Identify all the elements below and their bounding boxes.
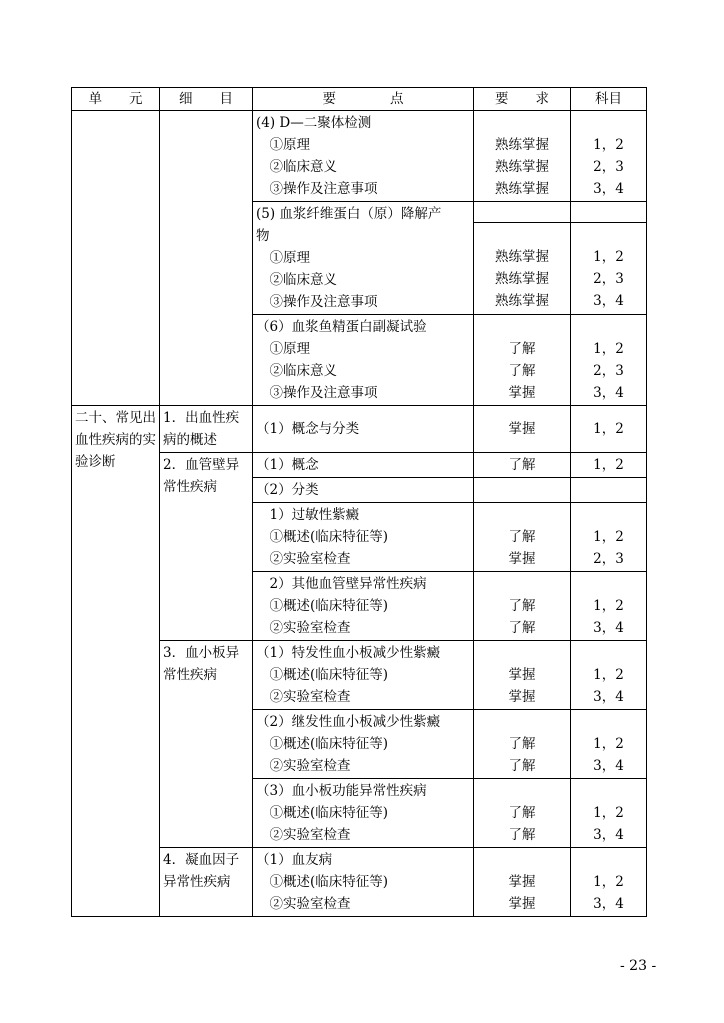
point-line: ①概述(临床特征等) xyxy=(256,805,389,821)
point-cell xyxy=(253,848,474,917)
subj-line xyxy=(574,504,643,526)
subj-line xyxy=(574,573,643,595)
req-line xyxy=(477,780,567,802)
req-line xyxy=(477,316,567,338)
subject-cell xyxy=(571,572,647,641)
req-line: 了解 xyxy=(508,341,536,357)
subject-cell xyxy=(571,111,647,202)
point-line: ②实验室检查 xyxy=(256,689,351,705)
subject-cell xyxy=(571,779,647,848)
subj-line: 2，3 xyxy=(593,551,624,567)
req-line xyxy=(477,112,567,134)
subj-line: 1，2 xyxy=(593,598,624,614)
req-line: 熟练掌握 xyxy=(495,181,549,197)
subj-line xyxy=(574,780,643,802)
requirement-cell-empty xyxy=(474,202,571,223)
requirement-cell xyxy=(474,111,571,202)
point-line: ①概述(临床特征等) xyxy=(256,598,389,614)
requirement-cell: 了解 xyxy=(474,453,571,478)
point-cell xyxy=(253,710,474,779)
subj-line: 1，2 xyxy=(593,667,624,683)
table-row xyxy=(72,111,647,202)
subject-cell: 1，2 xyxy=(571,406,647,453)
req-line: 掌握 xyxy=(508,385,536,401)
subject-cell xyxy=(571,315,647,406)
subject-cell xyxy=(571,710,647,779)
header-point: 要 点 xyxy=(253,88,474,111)
point-cell xyxy=(253,779,474,848)
subj-line: 3，4 xyxy=(593,758,624,774)
point-line: ①概述(临床特征等) xyxy=(256,874,389,890)
unit-cell-continued xyxy=(72,111,160,406)
point-cell xyxy=(253,641,474,710)
requirement-cell xyxy=(474,315,571,406)
item-cell-continued xyxy=(160,111,253,406)
requirement-cell xyxy=(474,779,571,848)
point-line: 1）过敏性紫癜 xyxy=(256,507,360,523)
req-line: 掌握 xyxy=(508,551,536,567)
subj-line xyxy=(574,642,643,664)
header-requirement: 要 求 xyxy=(474,88,571,111)
req-line: 熟练掌握 xyxy=(495,271,549,287)
point-line: ③操作及注意事项 xyxy=(256,294,378,310)
point-line: ③操作及注意事项 xyxy=(256,181,378,197)
req-line: 了解 xyxy=(508,598,536,614)
req-line: 了解 xyxy=(508,529,536,545)
subj-line: 3，4 xyxy=(593,827,624,843)
requirement-cell-empty xyxy=(474,478,571,503)
req-line: 熟练掌握 xyxy=(495,249,549,265)
subj-line: 3，4 xyxy=(593,620,624,636)
item-cell: 2．血管壁异常性疾病 xyxy=(160,453,253,641)
subj-line: 1，2 xyxy=(593,529,624,545)
subj-line: 2，3 xyxy=(593,363,624,379)
subj-line: 1，2 xyxy=(593,137,624,153)
subj-spacer xyxy=(574,224,643,246)
req-line: 熟练掌握 xyxy=(495,293,549,309)
req-line: 了解 xyxy=(508,736,536,752)
point-line: （3）血小板功能异常性疾病 xyxy=(256,783,427,799)
subject-cell xyxy=(571,223,647,315)
item-cell: 3．血小板异常性疾病 xyxy=(160,641,253,848)
requirement-cell: 掌握 xyxy=(474,406,571,453)
point-line: ①原理 xyxy=(256,137,310,153)
req-line xyxy=(477,504,567,526)
req-line: 熟练掌握 xyxy=(495,159,549,175)
point-cell xyxy=(253,572,474,641)
point-line: ①概述(临床特征等) xyxy=(256,667,389,683)
point-cell xyxy=(253,202,474,315)
subject-cell xyxy=(571,503,647,572)
req-line: 掌握 xyxy=(508,896,536,912)
req-line: 熟练掌握 xyxy=(495,137,549,153)
subj-line xyxy=(574,316,643,338)
requirement-cell xyxy=(474,710,571,779)
point-line: ②临床意义 xyxy=(256,159,337,175)
req-line xyxy=(477,642,567,664)
req-line: 掌握 xyxy=(508,874,536,890)
point-cell: （1）概念与分类 xyxy=(253,406,474,453)
point-line: （2）继发性血小板减少性紫癜 xyxy=(256,714,441,730)
requirement-cell xyxy=(474,641,571,710)
point-cell xyxy=(253,503,474,572)
subj-line: 3，4 xyxy=(593,181,624,197)
point-line: （6）血浆鱼精蛋白副凝试验 xyxy=(256,319,427,335)
req-line: 了解 xyxy=(508,620,536,636)
header-row xyxy=(72,88,647,111)
subj-line: 1，2 xyxy=(593,249,624,265)
point-cell: （2）分类 xyxy=(253,478,474,503)
req-line xyxy=(477,711,567,733)
point-line: ①概述(临床特征等) xyxy=(256,529,389,545)
requirement-cell xyxy=(474,848,571,917)
requirement-cell xyxy=(474,503,571,572)
point-line: ③操作及注意事项 xyxy=(256,385,378,401)
subj-line xyxy=(574,711,643,733)
point-line: ②实验室检查 xyxy=(256,827,351,843)
syllabus-table xyxy=(71,87,647,917)
req-spacer xyxy=(477,224,567,246)
req-line: 了解 xyxy=(508,827,536,843)
requirement-cell xyxy=(474,572,571,641)
point-line: (4) D—二聚体检测 xyxy=(256,115,372,131)
point-line: (5) 血浆纤维蛋白（原）降解产 xyxy=(256,206,442,222)
req-line: 了解 xyxy=(508,758,536,774)
subj-line: 3，4 xyxy=(593,385,624,401)
subj-line: 1，2 xyxy=(593,341,624,357)
item-cell: 1．出血性疾病的概述 xyxy=(160,406,253,453)
point-line: ②临床意义 xyxy=(256,363,337,379)
point-line: ②实验室检查 xyxy=(256,758,351,774)
subj-line: 3，4 xyxy=(593,896,624,912)
subj-line: 2，3 xyxy=(593,271,624,287)
subj-line: 1，2 xyxy=(593,805,624,821)
header-unit: 单 元 xyxy=(72,88,160,111)
subj-line: 3，4 xyxy=(593,689,624,705)
subject-cell xyxy=(571,848,647,917)
table-row xyxy=(72,406,647,453)
header-item: 细 目 xyxy=(160,88,253,111)
point-line: ①原理 xyxy=(256,341,310,357)
subj-line: 3，4 xyxy=(593,293,624,309)
requirement-cell xyxy=(474,223,571,315)
point-cell xyxy=(253,315,474,406)
req-line xyxy=(477,573,567,595)
point-line: ②实验室检查 xyxy=(256,551,351,567)
point-line: （1）特发性血小板减少性紫癜 xyxy=(256,645,441,661)
point-line: 2）其他血管壁异常性疾病 xyxy=(256,576,427,592)
subj-line: 2，3 xyxy=(593,159,624,175)
req-line: 掌握 xyxy=(508,667,536,683)
point-cell xyxy=(253,111,474,202)
subj-line: 1，2 xyxy=(593,736,624,752)
req-line: 了解 xyxy=(508,805,536,821)
point-line: ②实验室检查 xyxy=(256,620,351,636)
point-line: （1）血友病 xyxy=(256,852,333,868)
point-line: ②临床意义 xyxy=(256,272,337,288)
subj-line xyxy=(574,112,643,134)
subject-cell-empty xyxy=(571,202,647,223)
req-line xyxy=(477,849,567,871)
point-line: 物 xyxy=(256,228,270,244)
point-cell: （1）概念 xyxy=(253,453,474,478)
unit-cell: 二十、常见出血性疾病的实验诊断 xyxy=(72,406,160,917)
page-number: - 23 - xyxy=(620,958,657,974)
point-line: ①概述(临床特征等) xyxy=(256,736,389,752)
subject-cell xyxy=(571,641,647,710)
subject-cell: 1，2 xyxy=(571,453,647,478)
header-subject: 科目 xyxy=(571,88,647,111)
req-line: 了解 xyxy=(508,363,536,379)
point-line: ①原理 xyxy=(256,250,310,266)
req-line: 掌握 xyxy=(508,689,536,705)
subject-cell-empty xyxy=(571,478,647,503)
point-line: ②实验室检查 xyxy=(256,896,351,912)
item-cell: 4．凝血因子异常性疾病 xyxy=(160,848,253,917)
subj-line xyxy=(574,849,643,871)
subj-line: 1，2 xyxy=(593,874,624,890)
